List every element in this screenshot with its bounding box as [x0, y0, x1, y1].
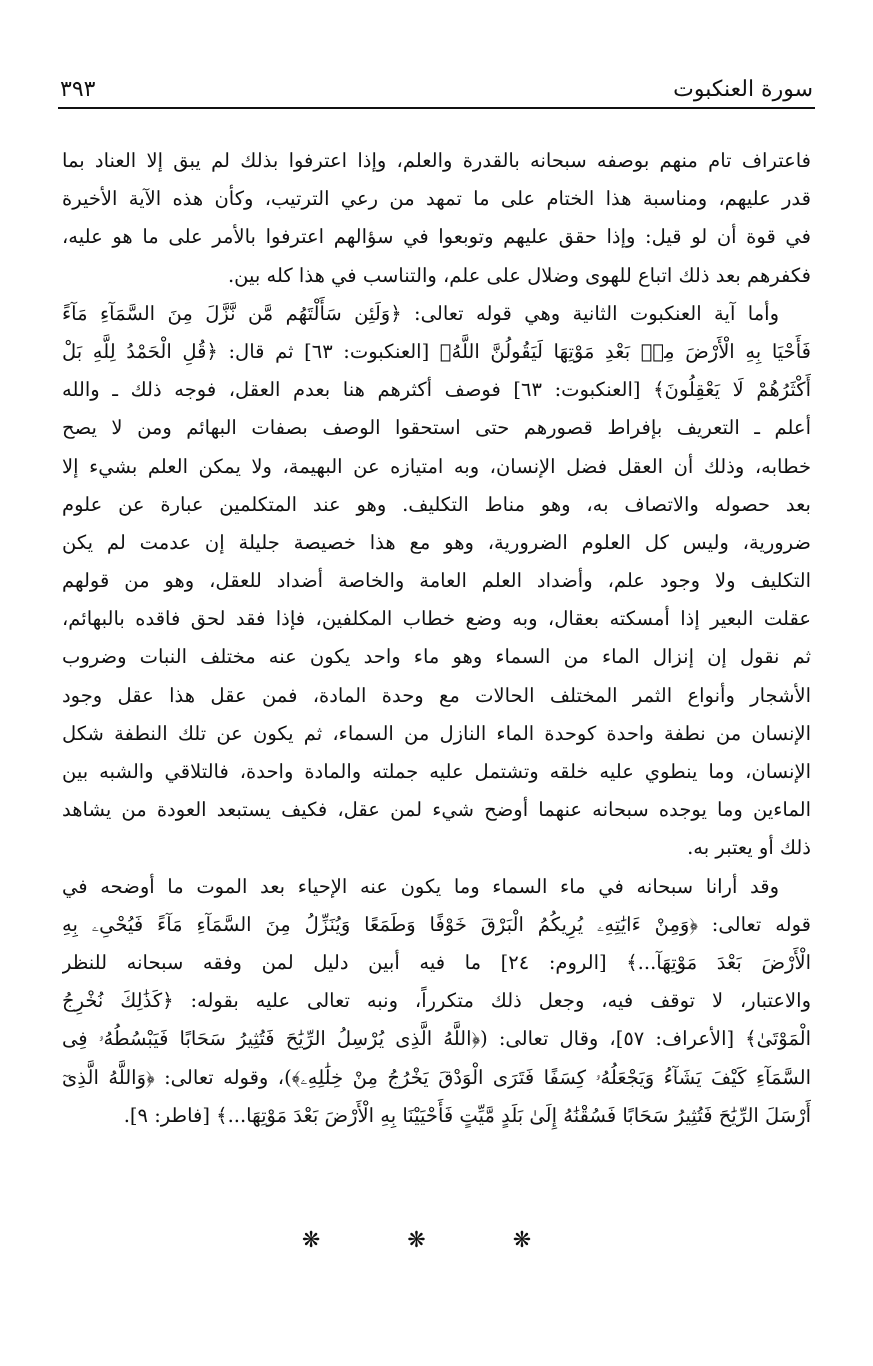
text-line: الْمَوْتَىٰ﴾ [الأعراف: ٥٧]، وقال تعالى: (﴿اللَّهُ الَّذِى يُرْسِلُ الرِّيَٰحَ فَتُثِيرُ سَحَابًا فَيَبْسُطُهُۥ فِى: [62, 1027, 811, 1051]
header-rule: [58, 107, 815, 109]
text-line: أعلم ـ التعريف بإفراط قصورهم حتى استحقوا الوصف بصفات البهائم ومن لا يصح: [62, 416, 811, 440]
text-line: الإنسان من نطفة واحدة كوحدة الماء النازل من السماء، ثم يكون عن تلك النطفة شكل: [62, 721, 811, 745]
text-line: أَكْثَرُهُمْ لَا يَعْقِلُونَ﴾ [العنكبوت: ٦٣] فوصف أكثرهم هنا بعدم العقل، فوجه ذلك ـ والله: [62, 378, 811, 402]
text-line: قدر عليهم، ومناسبة هذا الختام على ما تمهد من رعي الترتيب، وكأن هذه الآية الأخيرة: [62, 187, 811, 211]
body-text: [62, 142, 811, 1135]
text-line: والاعتبار، لا توقف فيه، وجعل ذلك متكرراً، ونبه تعالى عليه بقوله: ﴿كَذَٰلِكَ نُخْرِجُ: [62, 989, 811, 1013]
section-separator: ❋ ❋ ❋: [301, 1228, 572, 1253]
text-line: خطابه، وذلك أن العقل فضل الإنسان، وبه امتيازه عن البهيمة، ولا يمكن العلم بشيء إلا: [62, 454, 811, 478]
page-header: [60, 62, 813, 102]
text-line: عقلت البعير إذا أمسكته بعقال، وبه وضع خطاب المكلفين، فإذا فقد لحق فاقده بالبهائم،: [62, 607, 811, 631]
text-line: السَّمَآءِ كَيْفَ يَشَآءُ وَيَجْعَلُهُۥ كِسَفًا فَتَرَى الْوَدْقَ يَخْرُجُ مِنْ خِلَٰلِهِۦ﴾)، وقوله تعالى: ﴿وَاللَّهُ الَّذِىٓ: [62, 1065, 811, 1089]
text-line: فاعتراف تام منهم بوصفه سبحانه بالقدرة والعلم، وإذا اعترفوا بذلك لم يبق إلا العناد بما: [62, 149, 811, 172]
text-line: بعد حصوله والاتصاف به، وهو مناط التكليف. وهو عند المتكلمين عبارة عن علوم: [62, 492, 811, 516]
text-line: الإنسان، وما ينطوي عليه خلقه وتشتمل عليه جملته والمادة واحدة، فالتلاقي والشبه بين: [62, 760, 811, 783]
text-line: وقد أرانا سبحانه في ماء السماء وما يكون عنه الإحياء بعد الموت ما أوضحه في: [62, 874, 779, 898]
text-line: قوله تعالى: ﴿وَمِنْ ءَايَٰتِهِۦ يُرِيكُمُ الْبَرْقَ خَوْفًا وَطَمَعًا وَيُنَزِّلُ مِنَ السَّمَآءِ مَآءً فَيُحْىِۦ بِهِ: [62, 912, 811, 936]
text-line: ذلك أو يعتبر به.: [687, 836, 811, 860]
text-line: فكفرهم بعد ذلك اتباع للهوى وضلال على علم، والتناسب في هذا كله بين.: [227, 263, 811, 287]
text-line: وأما آية العنكبوت الثانية وهي قوله تعالى: ﴿وَلَئِن سَأَلْتَهُم مَّن نَّزَّلَ مِنَ السَّمَآءِ مَآءً: [62, 301, 779, 325]
text-line: التكليف ولا وجود علم، وأضداد العلم العامة والخاصة أضداد للعقل، وهو من قولهم: [62, 569, 811, 593]
text-line: الْأَرْضَ بَعْدَ مَوْتِهَآ...﴾ [الروم: ٢٤] ما فيه أبين دليل لمن وفقه سبحانه للنظر: [62, 950, 811, 974]
text-line: أَرْسَلَ الرِّيَٰحَ فَتُثِيرُ سَحَابًا فَسُقْنَٰهُ إِلَىٰ بَلَدٍ مَّيِّتٍ فَأَحْيَيْنَا بِهِ الْأَرْضَ بَعْدَ مَوْتِهَا...﴾ [فاطر: ٩].: [123, 1103, 811, 1127]
text-line: الماءين وما يوجده سبحانه عنهما أوضح شيء لمن عقل، فكيف يستبعد العودة من يشاهد: [62, 798, 811, 822]
text-line: في قوة أن لو قيل: وإذا حقق عليهم وتوبعوا في سؤالهم اعترفوا بالأمر على ما هو عليه،: [62, 225, 811, 249]
page-number: ٣٩٣: [60, 77, 96, 102]
text-line: ثم نقول إن إنزال الماء من السماء وهو ماء واحد يكون عنه مختلف النبات وضروب: [62, 645, 811, 669]
text-line: فَأَحْيَا بِهِ الْأَرْضَ مِنۢ بَعْدِ مَوْتِهَا لَيَقُولُنَّ اللَّهُ﴾ [العنكبوت: ٦٣] ثم قال: ﴿قُلِ الْحَمْدُ لِلَّهِ بَلْ: [62, 339, 811, 363]
text-line: الأشجار وأنواع الثمر المختلف الحالات مع وحدة المادة، فمن عقل هذا عقل وجود: [62, 683, 811, 707]
surah-title: سورة العنكبوت: [673, 77, 813, 102]
text-line: ضرورية، وليس كل العلوم الضرورية، وهو مع هذا خصيصة جليلة إن عدمت لم يكن: [62, 530, 811, 554]
